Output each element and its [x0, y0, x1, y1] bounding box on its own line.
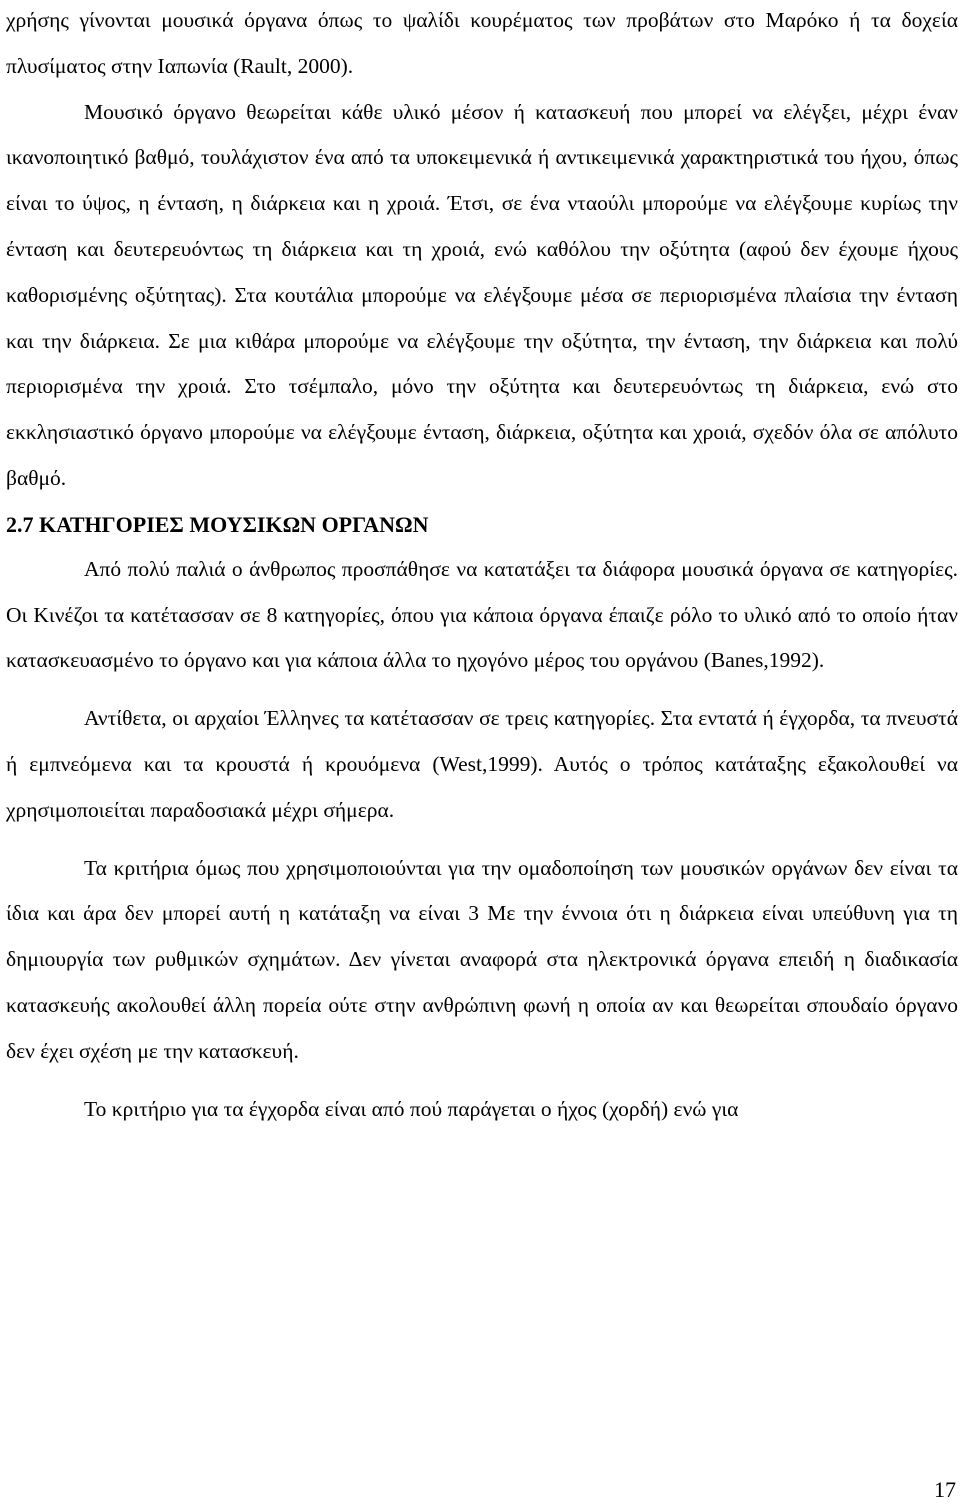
- paragraph-musical-instrument-definition: Μουσικό όργανο θεωρείται κάθε υλικό μέσον ή κατασκευή που μπορεί να ελέγξει, μέχρι έναν ικανοποιητικό βαθμό, τουλάχιστον ένα από τα υποκειμενικά ή αντικειμενικά χαρακτηριστικά του ήχου, όπως είναι το ύψος, η ένταση, η διάρκεια και η χροιά. Έτσι, σε ένα νταούλι μπορούμε να ελέγξουμε κυρίως την ένταση και δευτερευόντως τη διάρκεια και τη χροιά, ενώ καθόλου την οξύτητα (αφού δεν έχουμε ήχους καθορισμένης οξύτητας). Στα κουτάλια μπορούμε να ελέγξουμε μέσα σε περιορισμένα πλαίσια την ένταση και την διάρκεια. Σε μια κιθάρα μπορούμε να ελέγξουμε την οξύτητα, την ένταση, την διάρκεια και πολύ περιορισμένα την χροιά. Στο τσέμπαλο, μόνο την οξύτητα και δευτερευόντως τη διάρκεια, ενώ στο εκκλησιαστικό όργανο μπορούμε να ελέγξουμε ένταση, διάρκεια, οξύτητα και χροιά, σχεδόν όλα σε απόλυτο βαθμό.: [6, 99, 958, 490]
- page-number: 17: [934, 1477, 956, 1502]
- paragraph-string-criterion: Το κριτήριο για τα έγχορδα είναι από πού παράγεται ο ήχος (χορδή) ενώ για: [84, 1096, 739, 1121]
- paragraph-classification-criteria: Τα κριτήρια όμως που χρησιμοποιούνται για την ομαδοποίηση των μουσικών οργάνων δεν είναι τα ίδια και άρα δεν μπορεί αυτή η κατάταξη να είναι 3 Με την έννοια ότι η διάρκεια είναι υπεύθυνη για τη δημιουργία των ρυθμικών σχημάτων. Δεν γίνεται αναφορά στα ηλεκτρονικά όργανα επειδή η διαδικασία κατασκευής ακολουθεί άλλη πορεία ούτε στην ανθρώπινη φωνή η οποία αν και θεωρείται σπουδαίο όργανο δεν έχει σχέση με την κατασκευή.: [6, 855, 958, 1063]
- paragraph-chinese-classification: Από πολύ παλιά ο άνθρωπος προσπάθησε να κατατάξει τα διάφορα μουσικά όργανα σε κατηγορίες. Οι Κινέζοι τα κατέτασσαν σε 8 κατηγορίες, όπου για κάποια όργανα έπαιζε ρόλο το υλικό από το οποίο ήταν κατασκευασμένο το όργανο και για κάποια άλλα το ηχογόνο μέρος του οργάνου (Banes,1992).: [6, 556, 958, 673]
- section-heading: 2.7 ΚΑΤΗΓΟΡΙΕΣ ΜΟΥΣΙΚΩΝ ΟΡΓΑΝΩΝ: [6, 511, 429, 537]
- paragraph-continuation: χρήσης γίνονται μουσικά όργανα όπως το ψαλίδι κουρέματος των προβάτων στο Μαρόκο ή τα δοχεία πλυσίματος στην Ιαπωνία (Rault, 2000).: [6, 8, 958, 78]
- document-page: [6, 0, 958, 1132]
- paragraph-greek-classification: Αντίθετα, οι αρχαίοι Έλληνες τα κατέτασσαν σε τρεις κατηγορίες. Στα εντατά ή έγχορδα, τα πνευστά ή εμπνεόμενα και τα κρουστά ή κρουόμενα (West,1999). Αυτός ο τρόπος κατάταξης εξακολουθεί να χρησιμοποιείται παραδοσιακά μέχρι σήμερα.: [6, 706, 958, 822]
